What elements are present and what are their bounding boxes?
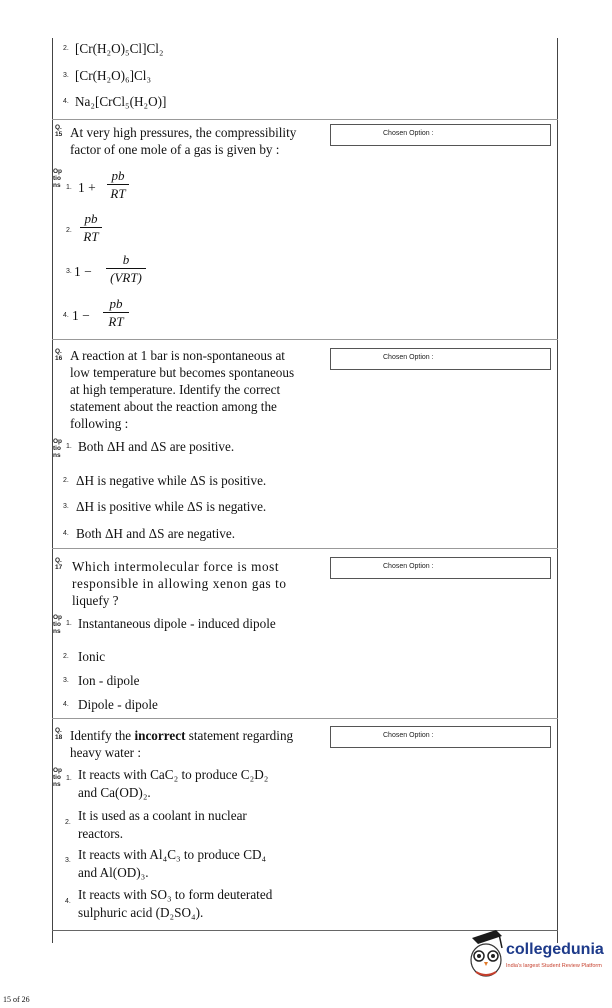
option-text: [Cr(H₂O)₆]Cl₃ <box>75 68 152 83</box>
divider <box>52 718 558 719</box>
option-text: ΔH is positive while ΔS is negative. <box>76 499 267 514</box>
question-text: A reaction at 1 bar is non-spontaneous at <box>70 348 285 363</box>
option-number: 2. <box>65 819 71 826</box>
emphasis-text: incorrect <box>134 728 186 743</box>
question-label: Q. 17 <box>55 557 63 571</box>
option-number: 4. <box>63 701 69 708</box>
chosen-option-box[interactable] <box>330 557 551 579</box>
option-text: [Cr(H₂O)₅Cl]Cl₂ <box>75 41 164 56</box>
option-text: Both ΔH and ΔS are negative. <box>76 526 236 541</box>
question-label: Q. 18 <box>55 727 63 741</box>
option-text: It is used as a coolant in nuclear <box>78 808 247 823</box>
right-border <box>557 38 558 943</box>
option-number: 3. <box>65 857 71 864</box>
options-label: Op tio ns <box>53 438 63 459</box>
question-label: Q. 15 <box>55 124 63 138</box>
option-number: 1. <box>66 443 72 450</box>
option-text: It reacts with CaC₂ to produce C₂D₂ <box>78 767 269 782</box>
option-text: Instantaneous dipole - induced dipole <box>78 616 276 631</box>
option-number: 2. <box>63 653 69 660</box>
chosen-option-box[interactable] <box>330 726 551 748</box>
option-text: Both ΔH and ΔS are positive. <box>78 439 235 454</box>
chosen-option-box[interactable] <box>330 348 551 370</box>
question-text: at high temperature. Identify the correct <box>70 382 281 397</box>
question-text: Which intermolecular force is most <box>72 559 280 574</box>
owl-mascot-icon <box>466 928 506 980</box>
option-prefix: 1 − <box>72 308 90 323</box>
collegedunia-logo <box>466 926 606 982</box>
question-text: liquefy ? <box>72 593 119 608</box>
option-number: 2. <box>63 45 69 52</box>
page-counter: 15 of 26 <box>3 995 30 1004</box>
question-text: At very high pressures, the compressibility <box>70 125 297 140</box>
option-prefix: 1 + <box>78 180 96 195</box>
option-fraction: b (VRT) <box>106 252 146 285</box>
option-number: 1. <box>66 775 72 782</box>
option-prefix: 1 − <box>74 264 92 279</box>
divider <box>52 548 558 549</box>
chosen-option-label: Chosen Option : <box>383 354 434 361</box>
option-text: Dipole - dipole <box>78 697 158 712</box>
question-text: Identify the incorrect statement regarding <box>70 728 294 743</box>
option-fraction: pb RT <box>103 296 129 329</box>
chosen-option-label: Chosen Option : <box>383 732 434 739</box>
option-text: reactors. <box>78 826 124 841</box>
divider <box>52 119 558 120</box>
option-text: Na₂[CrCl₅(H₂O)] <box>75 94 167 109</box>
option-number: 1. <box>66 184 72 191</box>
logo-name: collegedunia <box>506 941 604 958</box>
divider <box>52 339 558 340</box>
options-label: Op tio ns <box>53 168 63 189</box>
option-number: 3. <box>63 677 69 684</box>
option-text: Ionic <box>78 649 106 664</box>
option-text: Ion - dipole <box>78 673 140 688</box>
option-number: 4. <box>65 898 71 905</box>
option-fraction: pb RT <box>80 211 102 244</box>
question-text: statement about the reaction among the <box>70 399 277 414</box>
question-text: factor of one mole of a gas is given by : <box>70 142 280 157</box>
question-text: following : <box>70 416 129 431</box>
option-number: 3. <box>66 268 72 275</box>
options-label: Op tio ns <box>53 767 63 788</box>
option-number: 4. <box>63 530 69 537</box>
question-label: Q. 16 <box>55 348 63 362</box>
chosen-option-label: Chosen Option : <box>383 130 434 137</box>
option-number: 3. <box>63 72 69 79</box>
logo-tagline: India's largest Student Review Platform <box>506 963 602 969</box>
option-number: 4. <box>63 98 69 105</box>
chosen-option-box[interactable] <box>330 124 551 146</box>
question-text: low temperature but becomes spontaneous <box>70 365 295 380</box>
option-text: It reacts with SO₃ to form deuterated <box>78 887 273 902</box>
option-number: 3. <box>63 503 69 510</box>
question-text: responsible in allowing xenon gas to <box>72 576 287 591</box>
chosen-option-label: Chosen Option : <box>383 563 434 570</box>
options-label: Op tio ns <box>53 614 63 635</box>
option-fraction: pb RT <box>107 168 129 201</box>
option-number: 2. <box>66 227 72 234</box>
option-number: 2. <box>63 477 69 484</box>
option-number: 1. <box>66 620 72 627</box>
option-text: ΔH is negative while ΔS is positive. <box>76 473 267 488</box>
option-text: and Al(OD)₃. <box>78 865 149 880</box>
option-text: It reacts with Al₄C₃ to produce CD₄ <box>78 847 267 862</box>
option-number: 4. <box>63 312 69 319</box>
option-text: and Ca(OD)₂. <box>78 785 151 800</box>
option-text: sulphuric acid (D₂SO₄). <box>78 905 204 920</box>
question-text: heavy water : <box>70 745 142 760</box>
